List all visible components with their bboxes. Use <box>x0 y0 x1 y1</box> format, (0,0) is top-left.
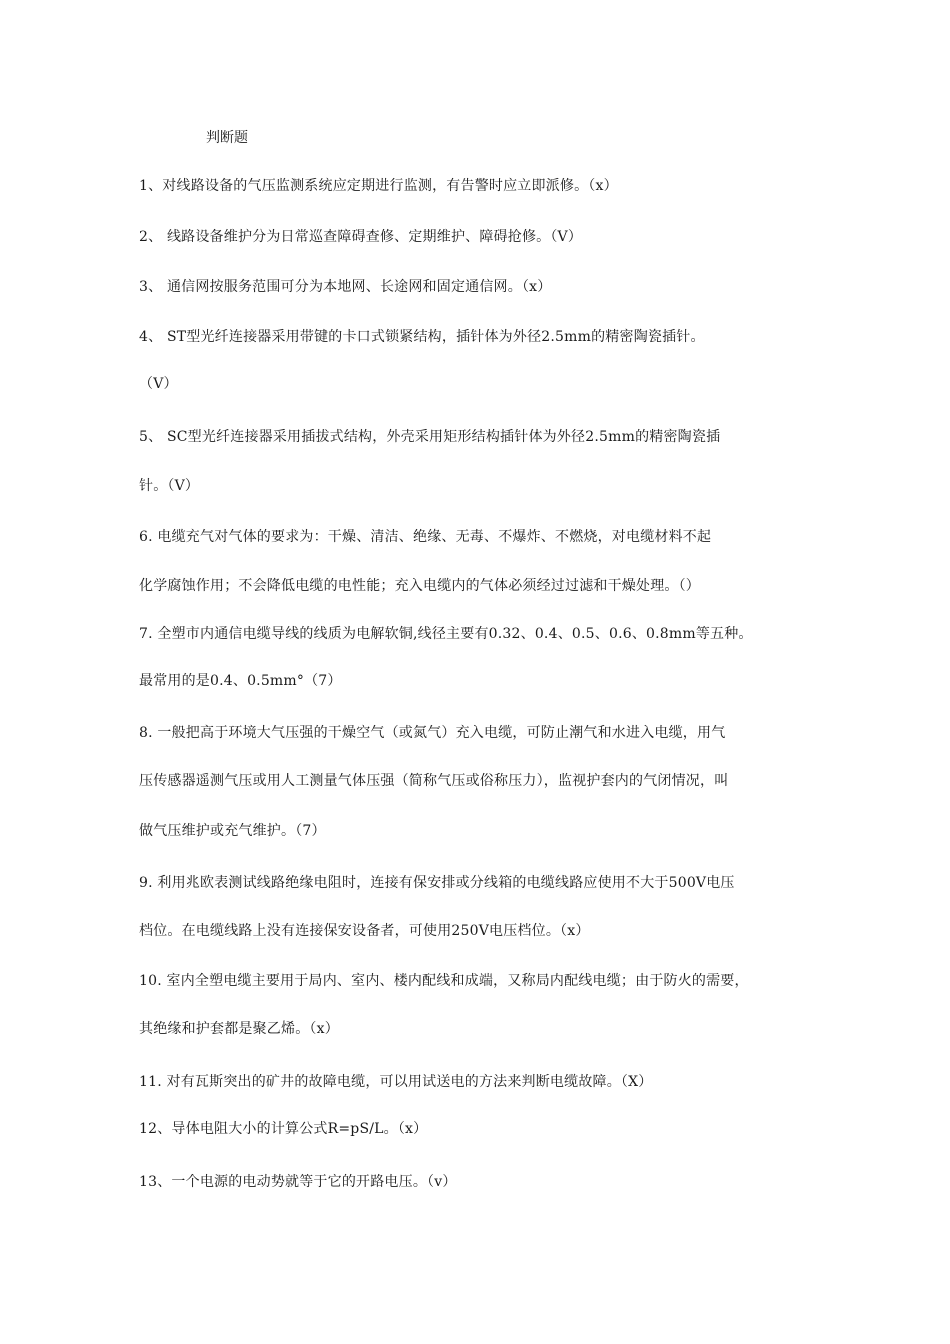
question-line: 化学腐蚀作用；不会降低电缆的电性能；充入电缆内的气体必须经过过滤和干燥处理。（） <box>139 578 700 594</box>
question-line: 1、对线路设备的气压监测系统应定期进行监测，有告警时应立即派修。（x） <box>139 178 618 194</box>
question-line: 档位。在电缆线路上没有连接保安设备者，可使用250V电压档位。（x） <box>139 923 590 939</box>
question-line: 7. 全塑市内通信电缆导线的线质为电解软铜,线径主要有0.32、0.4、0.5、0.6、0.8mm等五种。 <box>139 626 753 642</box>
section-heading: 判断题 <box>206 130 248 146</box>
question-line: 做气压维护或充气维护。（7） <box>139 823 326 839</box>
question-line: 压传感器遥测气压或用人工测量气体压强（简称气压或俗称压力），监视护套内的气闭情况，叫 <box>139 773 729 789</box>
question-line: 12、导体电阻大小的计算公式R=pS/L。（x） <box>139 1121 428 1137</box>
question-line: 10. 室内全塑电缆主要用于局内、室内、楼内配线和成端，又称局内配线电缆；由于防火的需要， <box>139 973 749 989</box>
question-line: 13、一个电源的电动势就等于它的开路电压。（v） <box>139 1174 457 1190</box>
question-line: 3、 通信网按服务范围可分为本地网、长途网和固定通信网。（x） <box>139 279 552 295</box>
question-line: 4、 ST型光纤连接器采用带键的卡口式锁紧结构，插针体为外径2.5mm的精密陶瓷插针。 <box>139 329 705 345</box>
question-line: 11. 对有瓦斯突出的矿井的故障电缆，可以用试送电的方法来判断电缆故障。（X） <box>139 1074 653 1090</box>
question-line: 最常用的是0.4、0.5mm°（7） <box>139 673 342 689</box>
question-line: 8. 一般把高于环境大气压强的干燥空气（或氮气）充入电缆，可防止潮气和水进入电缆，用气 <box>139 725 726 741</box>
question-line: 2、 线路设备维护分为日常巡查障碍查修、定期维护、障碍抢修。（V） <box>139 229 583 245</box>
question-line: 6. 电缆充气对气体的要求为：干燥、清洁、绝缘、无毒、不爆炸、不燃烧，对电缆材料不起 <box>139 529 712 545</box>
question-line: 5、 SC型光纤连接器采用插拔式结构，外壳采用矩形结构插针体为外径2.5mm的精密陶瓷插 <box>139 429 721 445</box>
question-line: 针。（V） <box>139 478 200 494</box>
question-line: 9. 利用兆欧表测试线路绝缘电阻时，连接有保安排或分线箱的电缆线路应使用不大于500V电压 <box>139 875 735 891</box>
question-line: （V） <box>139 376 178 392</box>
question-line: 其绝缘和护套都是聚乙烯。（x） <box>139 1021 339 1037</box>
